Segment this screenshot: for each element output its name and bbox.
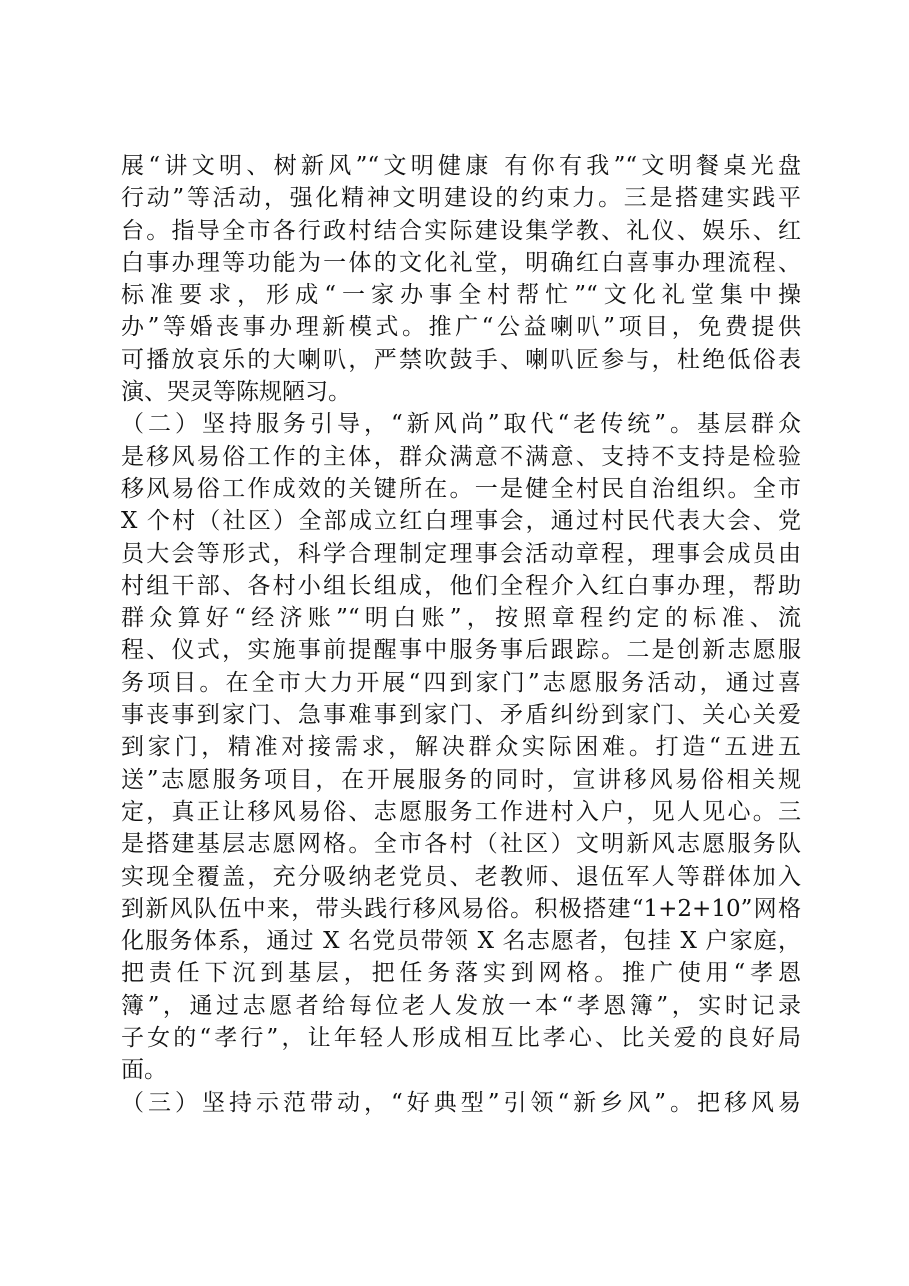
text-line: 办”等婚丧事办理新模式。推广“公益喇叭”项目，免费提供 bbox=[121, 314, 801, 341]
text-line: （三）坚持示范带动，“好典型”引领“新乡风”。把移风易 bbox=[121, 1089, 801, 1116]
text-line: 行动”等活动，强化精神文明建设的约束力。三是搭建实践平 bbox=[121, 185, 801, 212]
text-line: 实现全覆盖，充分吸纳老党员、老教师、退伍军人等群体加入 bbox=[121, 863, 801, 890]
text-line: 是移风易俗工作的主体，群众满意不满意、支持不支持是检验 bbox=[121, 443, 801, 470]
text-line: 标准要求，形成“一家办事全村帮忙”“文化礼堂集中操 bbox=[121, 282, 801, 309]
text-line: 定，真正让移风易俗、志愿服务工作进村入户，见人见心。三 bbox=[121, 798, 801, 825]
text-line: 送”志愿服务项目，在开展服务的同时，宣讲移风易俗相关规 bbox=[121, 766, 801, 793]
text-line: （二）坚持服务引导，“新风尚”取代“老传统”。基层群众 bbox=[121, 411, 801, 438]
text-line: 白事办理等功能为一体的文化礼堂，明确红白喜事办理流程、 bbox=[121, 249, 801, 276]
text-line: 员大会等形式，科学合理制定理事会活动章程，理事会成员由 bbox=[121, 540, 801, 567]
text-line: 演、哭灵等陈规陋习。 bbox=[121, 379, 351, 406]
text-line: 子女的“孝行”，让年轻人形成相互比孝心、比关爱的良好局 bbox=[121, 1025, 801, 1052]
text-line: 事丧事到家门、急事难事到家门、矛盾纠纷到家门、关心关爱 bbox=[121, 702, 801, 729]
text-line: 面。 bbox=[121, 1057, 167, 1084]
text-line: 群众算好“经济账”“明白账”，按照章程约定的标准、流 bbox=[121, 605, 801, 632]
text-line: 可播放哀乐的大喇叭，严禁吹鼓手、喇叭匠参与，杜绝低俗表 bbox=[121, 346, 801, 373]
text-line: 簿”，通过志愿者给每位老人发放一本“孝恩簿”，实时记录 bbox=[121, 992, 801, 1019]
text-line: 务项目。在全市大力开展“四到家门”志愿服务活动，通过喜 bbox=[121, 669, 801, 696]
text-line: 把责任下沉到基层，把任务落实到网格。推广使用“孝恩 bbox=[121, 960, 801, 987]
text-line: 化服务体系，通过 X 名党员带领 X 名志愿者，包挂 X 户家庭， bbox=[121, 928, 801, 955]
text-line: 是搭建基层志愿网格。全市各村（社区）文明新风志愿服务队 bbox=[121, 831, 801, 858]
text-line: 台。指导全市各行政村结合实际建设集学教、礼仪、娱乐、红 bbox=[121, 217, 801, 244]
text-line: 到家门，精准对接需求，解决群众实际困难。打造“五进五 bbox=[121, 734, 801, 761]
text-line: X 个村（社区）全部成立红白理事会，通过村民代表大会、党 bbox=[121, 508, 801, 535]
text-line: 到新风队伍中来，带头践行移风易俗。积极搭建“1+2+10”网格 bbox=[121, 895, 801, 922]
text-line: 移风易俗工作成效的关键所在。一是健全村民自治组织。全市 bbox=[121, 475, 801, 502]
text-line: 程、仪式，实施事前提醒事中服务事后跟踪。二是创新志愿服 bbox=[121, 637, 801, 664]
text-line: 展“讲文明、树新风”“文明健康 有你有我”“文明餐桌光盘 bbox=[121, 153, 801, 179]
body-text bbox=[121, 150, 801, 1119]
text-line: 村组干部、各村小组长组成，他们全程介入红白事办理，帮助 bbox=[121, 572, 801, 599]
